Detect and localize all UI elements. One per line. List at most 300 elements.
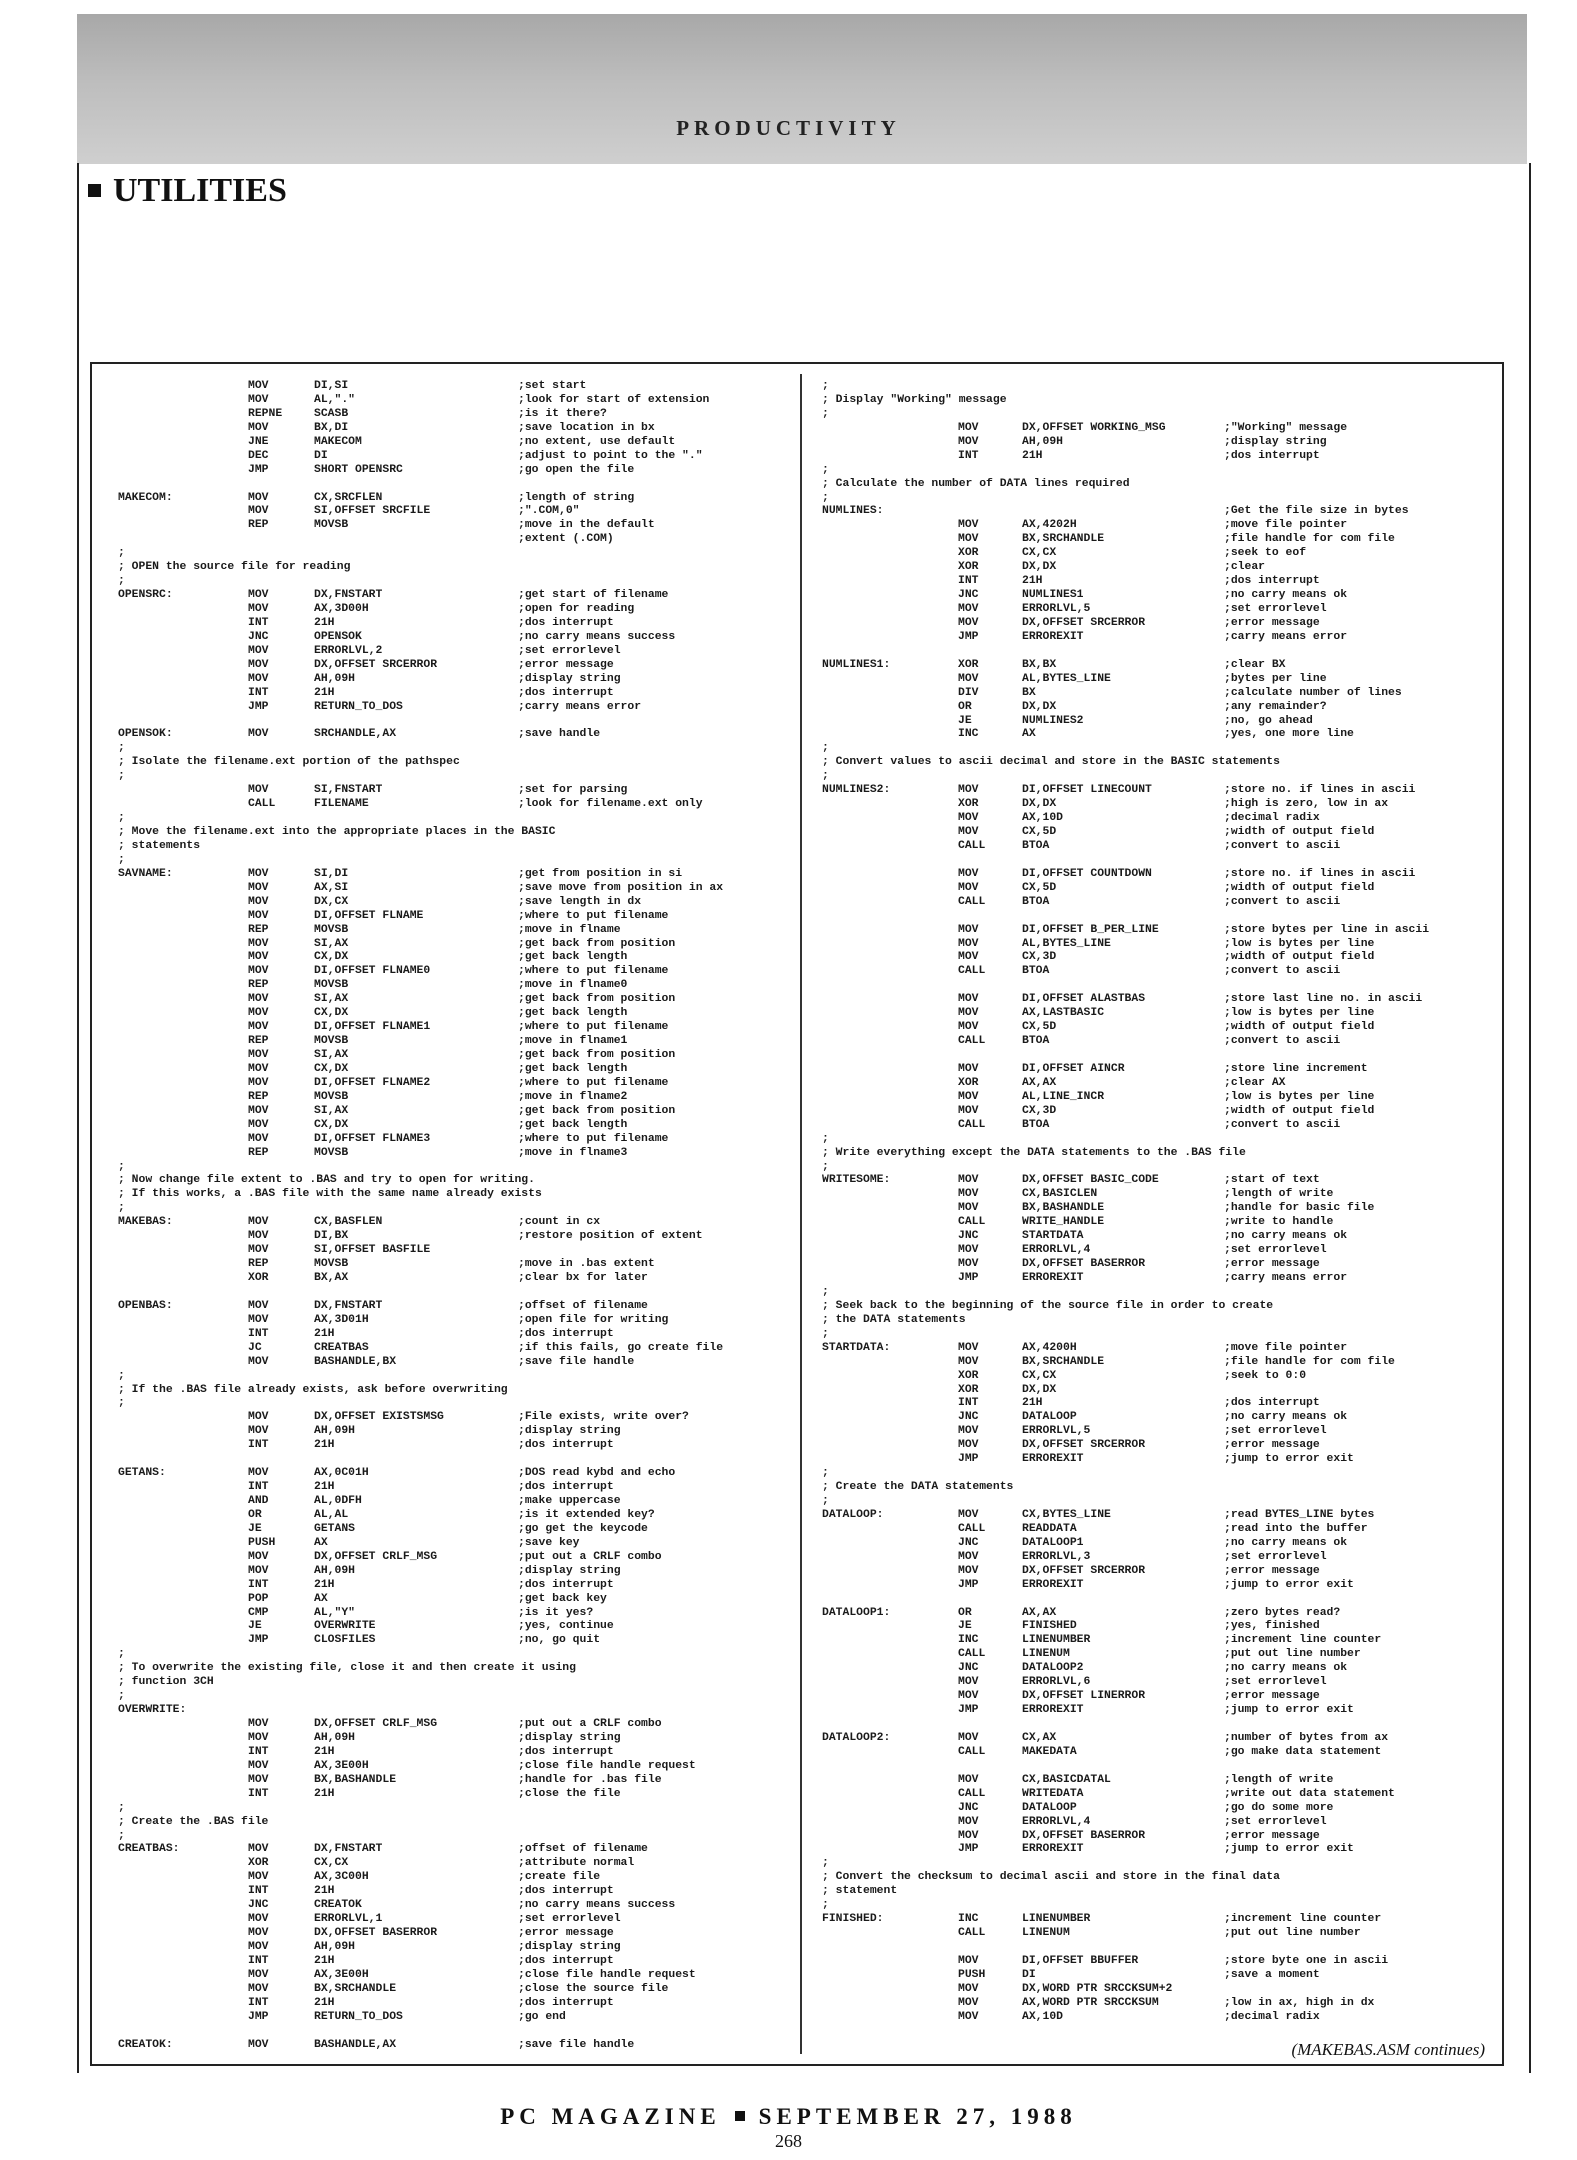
code-comment: ;dos interrupt [518,1996,614,2009]
code-opcode: MOV [248,1355,269,1368]
code-operand: AX,3C00H [314,1871,369,1884]
code-comment: ;move in the default [518,519,655,532]
code-line [118,1481,793,1495]
code-line [118,784,793,798]
code-opcode: CALL [958,1216,986,1229]
code-line [118,450,793,464]
code-line [822,728,1492,742]
code-operand: CX,CX [1022,547,1057,560]
code-line [822,1147,1492,1161]
code-operand: NUMLINES2 [1022,714,1084,727]
code-comment: ; To overwrite the existing file, close it and then create it using [118,1662,576,1675]
code-line [822,854,1492,868]
code-opcode: MOV [958,1773,979,1786]
code-opcode: MOV [248,728,269,741]
code-opcode: MOV [248,881,269,894]
code-line [118,1133,793,1147]
code-comment: ;get back length [518,1007,628,1020]
code-comment: ; Calculate the number of DATA lines required [822,477,1130,490]
code-operand: ERRORLVL,6 [1022,1676,1091,1689]
code-line [822,436,1492,450]
code-comment: ; the DATA statements [822,1313,966,1326]
code-operand: BTOA [1022,839,1050,852]
code-line [822,938,1492,952]
code-opcode: JMP [958,1704,979,1717]
code-comment: ;go get the keycode [518,1522,648,1535]
code-line [822,1955,1492,1969]
code-line [822,1774,1492,1788]
code-line [118,1021,793,1035]
code-line [822,826,1492,840]
code-comment: ;close the source file [518,1982,669,1995]
code-opcode: MOV [248,1216,269,1229]
code-operand: SI,AX [314,937,349,950]
code-line [118,673,793,687]
code-line [118,1955,793,1969]
code-line [822,1216,1492,1230]
code-operand: MOVSB [314,923,349,936]
code-line [118,1105,793,1119]
code-opcode: MOV [958,1508,979,1521]
code-comment: ;look for start of extension [518,393,710,406]
code-line [118,1286,793,1300]
code-line [822,519,1492,533]
code-line [118,798,793,812]
code-line [822,547,1492,561]
code-operand: FILENAME [314,798,369,811]
code-label: MAKECOM: [118,491,173,504]
code-line [118,701,793,715]
code-operand: AL,LINE_INCR [1022,1090,1105,1103]
code-comment: ;yes, finished [1224,1620,1320,1633]
code-opcode: POP [248,1592,269,1605]
code-operand: DI,OFFSET B_PER_LINE [1022,923,1159,936]
code-operand: AX,3D00H [314,603,369,615]
code-operand: ERRORLVL,1 [314,1913,383,1926]
code-opcode: MOV [958,1244,979,1257]
code-comment: ; [118,770,125,783]
code-line [822,1453,1492,1467]
code-operand: DX,OFFSET LINERROR [1022,1690,1146,1703]
code-opcode: INT [248,1745,269,1758]
code-line [118,1843,793,1857]
code-line [822,1035,1492,1049]
code-label: MAKEBAS: [118,1216,173,1229]
code-comment: ; [822,1495,829,1507]
code-operand: LINENUM [1022,1927,1070,1940]
code-comment: ;get back from position [518,1049,676,1061]
code-opcode: MOV [248,1564,269,1577]
code-line [118,1927,793,1941]
code-line [822,896,1492,910]
code-line [822,1579,1492,1593]
code-opcode: MOV [248,965,269,978]
code-opcode: XOR [248,1272,269,1284]
code-opcode: MOV [248,909,269,922]
code-operand: DX,OFFSET BASERROR [314,1927,438,1940]
code-line [118,1760,793,1774]
code-comment: ;jump to error exit [1224,1704,1354,1717]
code-operand: ERROREXIT [1022,630,1084,643]
code-comment: ;dos interrupt [518,1327,614,1340]
code-label: STARTDATA: [822,1341,891,1354]
code-comment: ;open file for writing [518,1313,669,1326]
code-comment: ; [118,812,125,825]
code-comment: ;error message [518,658,614,671]
code-line [118,882,793,896]
code-comment: ;put out line number [1224,1648,1361,1661]
code-line [118,770,793,784]
code-comment: ;error message [1224,1829,1320,1842]
code-opcode: MOV [248,1550,269,1563]
code-comment: ;bytes per line [1224,672,1327,685]
code-comment: ; [118,1397,125,1410]
code-comment: ;create file [518,1871,601,1884]
code-operand: 21H [314,1885,335,1898]
code-comment: ;no carry means success [518,630,676,643]
code-line [822,1509,1492,1523]
code-line [118,1411,793,1425]
code-line [822,1272,1492,1286]
code-line [118,854,793,868]
code-opcode: MOV [248,1299,269,1312]
code-operand: DI,OFFSET FLNAME [314,909,424,922]
code-line [822,742,1492,756]
code-comment: ;file handle for com file [1224,533,1395,546]
code-opcode: MOV [248,658,269,671]
code-opcode: MOV [248,1021,269,1034]
code-comment: ;set errorlevel [1224,1244,1327,1257]
code-operand: BX,BX [1022,658,1057,671]
code-opcode: MOV [958,1829,979,1842]
code-comment: ; [822,1467,829,1480]
code-operand: BX,BASHANDLE [314,1773,397,1786]
code-comment: ;save key [518,1536,580,1549]
code-opcode: MOV [958,1258,979,1271]
code-opcode: REP [248,979,269,992]
code-comment: ;no carry means success [518,1899,676,1912]
code-label: NUMLINES: [822,505,884,518]
code-operand: DX,WORD PTR SRCCKSUM+2 [1022,1982,1173,1995]
code-line [822,1091,1492,1105]
code-comment: ; [118,1690,125,1703]
code-comment: ;move in flname2 [518,1090,628,1103]
code-line [822,1732,1492,1746]
code-opcode: MOV [248,1913,269,1926]
code-comment: ; [822,407,829,420]
code-operand: DX,OFFSET EXISTSMSG [314,1411,444,1424]
code-operand: CX,5D [1022,881,1057,894]
code-comment: ;no, go quit [518,1634,601,1647]
code-opcode: MOV [958,1341,979,1354]
code-line [118,826,793,840]
page-footer [0,2104,1577,2130]
code-opcode: JNC [958,1536,979,1549]
code-comment: ;width of output field [1224,951,1375,964]
code-opcode: MOV [958,2010,979,2023]
code-opcode: REP [248,519,269,532]
code-line [822,408,1492,422]
code-comment: ;set errorlevel [1224,1676,1327,1689]
code-comment: ;low in ax, high in dx [1224,1996,1375,2009]
code-opcode: MOV [958,1731,979,1744]
code-line [118,728,793,742]
code-opcode: MOV [248,867,269,880]
code-opcode: INT [248,1787,269,1800]
code-operand: LINENUMBER [1022,1913,1091,1926]
code-comment: ;read into the buffer [1224,1522,1368,1535]
code-opcode: MOV [958,1690,979,1703]
code-opcode: OR [958,1606,972,1619]
code-opcode: MOV [958,812,979,825]
code-comment: ;clear [1224,561,1266,574]
code-line [822,1816,1492,1830]
code-opcode: MOV [248,1132,269,1145]
code-operand: AX,4202H [1022,519,1077,532]
code-opcode: XOR [958,658,979,671]
code-comment: ;carry means error [1224,1272,1348,1284]
code-opcode: MOV [248,644,269,657]
code-opcode: MOV [248,1731,269,1744]
code-opcode: CALL [958,839,986,852]
code-comment: ;error message [518,1927,614,1940]
code-comment: ;dos interrupt [1224,575,1320,588]
code-line [118,687,793,701]
code-line [118,1788,793,1802]
code-opcode: XOR [958,1076,979,1089]
code-line [822,687,1492,701]
code-comment: ;start of text [1224,1174,1320,1187]
code-opcode: INT [248,1954,269,1967]
code-comment: ; Convert the checksum to decimal ascii and store in the final data [822,1871,1280,1884]
code-operand: AX,3E00H [314,1759,369,1772]
code-operand: BX,DI [314,421,349,434]
code-comment: ;get from position in si [518,867,683,880]
code-line [822,924,1492,938]
code-line [118,1704,793,1718]
code-operand: DX,DX [1022,700,1057,713]
code-line [118,868,793,882]
code-operand: AH,09H [314,1564,356,1577]
code-operand: DI,OFFSET ALASTBAS [1022,993,1146,1006]
code-comment: ; [118,742,125,755]
code-operand: CX,CX [1022,1369,1057,1382]
code-comment: ;where to put filename [518,1132,669,1145]
code-line [822,1328,1492,1342]
code-comment: ;save move from position in ax [518,881,724,894]
code-opcode: JMP [958,630,979,643]
code-comment: ; [118,1202,125,1215]
code-comment: ;increment line counter [1224,1913,1382,1926]
code-operand: DX,DX [1022,798,1057,811]
code-comment: ;save handle [518,728,601,741]
listing-column-left [118,380,793,2053]
code-line [118,840,793,854]
code-operand: OPENSOK [314,630,362,643]
code-line [822,756,1492,770]
code-comment: ;clear bx for later [518,1272,648,1284]
code-comment: ;convert to ascii [1224,839,1341,852]
code-operand: ERRORLVL,3 [1022,1550,1091,1563]
code-line [822,1258,1492,1272]
code-line [118,1272,793,1286]
code-opcode: JNC [958,1230,979,1243]
code-comment: ;no, go ahead [1224,714,1313,727]
code-comment: ;jump to error exit [1224,1578,1354,1591]
code-operand: AH,09H [1022,435,1064,448]
code-line [118,1147,793,1161]
code-line [118,742,793,756]
code-opcode: MOV [248,1982,269,1995]
code-operand: LINENUM [1022,1648,1070,1661]
code-operand: DX,OFFSET SRCERROR [314,658,438,671]
code-comment: ;store line increment [1224,1062,1368,1075]
code-operand: DI [314,449,328,462]
code-label: GETANS: [118,1467,166,1480]
code-line [118,464,793,478]
code-comment: ;no carry means ok [1224,1662,1348,1675]
code-line [118,1816,793,1830]
code-line [118,1453,793,1467]
code-comment: ;save length in dx [518,895,642,908]
code-line [822,645,1492,659]
code-operand: BX,SRCHANDLE [1022,533,1105,546]
code-opcode: CALL [958,895,986,908]
code-opcode: MOV [248,2038,269,2051]
code-line [822,1857,1492,1871]
code-opcode: MOV [958,435,979,448]
code-operand: GETANS [314,1522,356,1535]
code-comment: ;convert to ascii [1224,1118,1341,1131]
code-operand: DI,OFFSET FLNAME0 [314,965,431,978]
code-comment: ;yes, continue [518,1620,614,1633]
code-line [118,1049,793,1063]
code-line [118,603,793,617]
code-line [822,1843,1492,1857]
code-operand: AH,09H [314,1941,356,1953]
code-comment: ; [822,1899,829,1912]
code-line [822,1760,1492,1774]
code-comment: ; [822,380,829,392]
code-line [822,1244,1492,1258]
code-comment: ;offset of filename [518,1843,648,1856]
code-comment: ;low is bytes per line [1224,1090,1375,1103]
code-operand: ERRORLVL,5 [1022,1425,1091,1438]
code-comment: ;dos interrupt [518,1439,614,1452]
code-opcode: INT [248,616,269,629]
code-line [118,478,793,492]
code-operand: LINENUMBER [1022,1634,1091,1647]
code-opcode: MOV [958,1090,979,1103]
code-comment: ;width of output field [1224,881,1375,894]
code-opcode: MOV [958,784,979,797]
code-comment: ;write out data statement [1224,1787,1395,1800]
code-opcode: INT [248,1481,269,1494]
code-comment: ;File exists, write over? [518,1411,689,1424]
code-comment: ;go do some more [1224,1801,1334,1814]
code-line [822,1620,1492,1634]
code-comment: ;carry means error [518,700,642,713]
code-opcode: CALL [958,1648,986,1661]
code-comment: ;move in flname3 [518,1146,628,1159]
code-opcode: CALL [958,1787,986,1800]
code-comment: ;dos interrupt [518,686,614,699]
code-line [822,993,1492,1007]
code-operand: BTOA [1022,1035,1050,1048]
code-line [822,1899,1492,1913]
code-line [822,1314,1492,1328]
code-line [118,380,793,394]
code-opcode: MOV [958,1954,979,1967]
code-opcode: MOV [958,1021,979,1034]
code-line [822,617,1492,631]
code-label: DATALOOP: [822,1508,884,1521]
code-comment: ;display string [518,1731,621,1744]
code-line [822,464,1492,478]
code-line [118,1230,793,1244]
code-operand: AX,3D01H [314,1313,369,1326]
code-line [822,1523,1492,1537]
code-operand: AX,WORD PTR SRCCKSUM [1022,1996,1159,2009]
code-comment: ;get start of filename [518,589,669,602]
code-comment: ; [822,1160,829,1173]
code-operand: MAKEDATA [1022,1745,1077,1758]
code-line [822,1439,1492,1453]
code-opcode: CALL [958,1745,986,1758]
code-comment: ;dos interrupt [518,1745,614,1758]
code-line [822,1662,1492,1676]
code-opcode: JC [248,1341,262,1354]
code-comment: ;decimal radix [1224,812,1320,825]
code-operand: AL,0DFH [314,1495,362,1507]
code-line [822,1105,1492,1119]
code-operand: SI,AX [314,993,349,1006]
code-opcode: XOR [958,798,979,811]
code-comment: ;attribute normal [518,1857,635,1870]
code-operand: 21H [314,1327,335,1340]
code-comment: ;display string [518,1425,621,1438]
code-comment: ;seek to eof [1224,547,1307,560]
code-opcode: JNC [958,1411,979,1424]
code-line [822,589,1492,603]
code-line [118,617,793,631]
code-operand: DX,OFFSET SRCERROR [1022,616,1146,629]
code-line [822,1342,1492,1356]
code-opcode: XOR [248,1857,269,1870]
code-line [822,478,1492,492]
code-operand: CX,5D [1022,1021,1057,1034]
code-comment: ;go make data statement [1224,1745,1382,1758]
code-line [118,589,793,603]
code-comment: ;seek to 0:0 [1224,1369,1307,1382]
code-comment: ;get back from position [518,1104,676,1117]
code-operand: ERRORLVL,2 [314,644,383,657]
code-comment: ;display string [518,1564,621,1577]
code-line [118,1119,793,1133]
code-line [822,1927,1492,1941]
code-opcode: REP [248,1146,269,1159]
code-opcode: OR [248,1508,262,1521]
code-line [822,1495,1492,1509]
code-opcode: INT [958,575,979,588]
code-comment: ;store byte one in ascii [1224,1954,1389,1967]
code-opcode: DIV [958,686,979,699]
code-operand: ERROREXIT [1022,1578,1084,1591]
code-line [822,1411,1492,1425]
code-line [118,1425,793,1439]
code-comment: ;close the file [518,1787,621,1800]
code-line [822,1607,1492,1621]
